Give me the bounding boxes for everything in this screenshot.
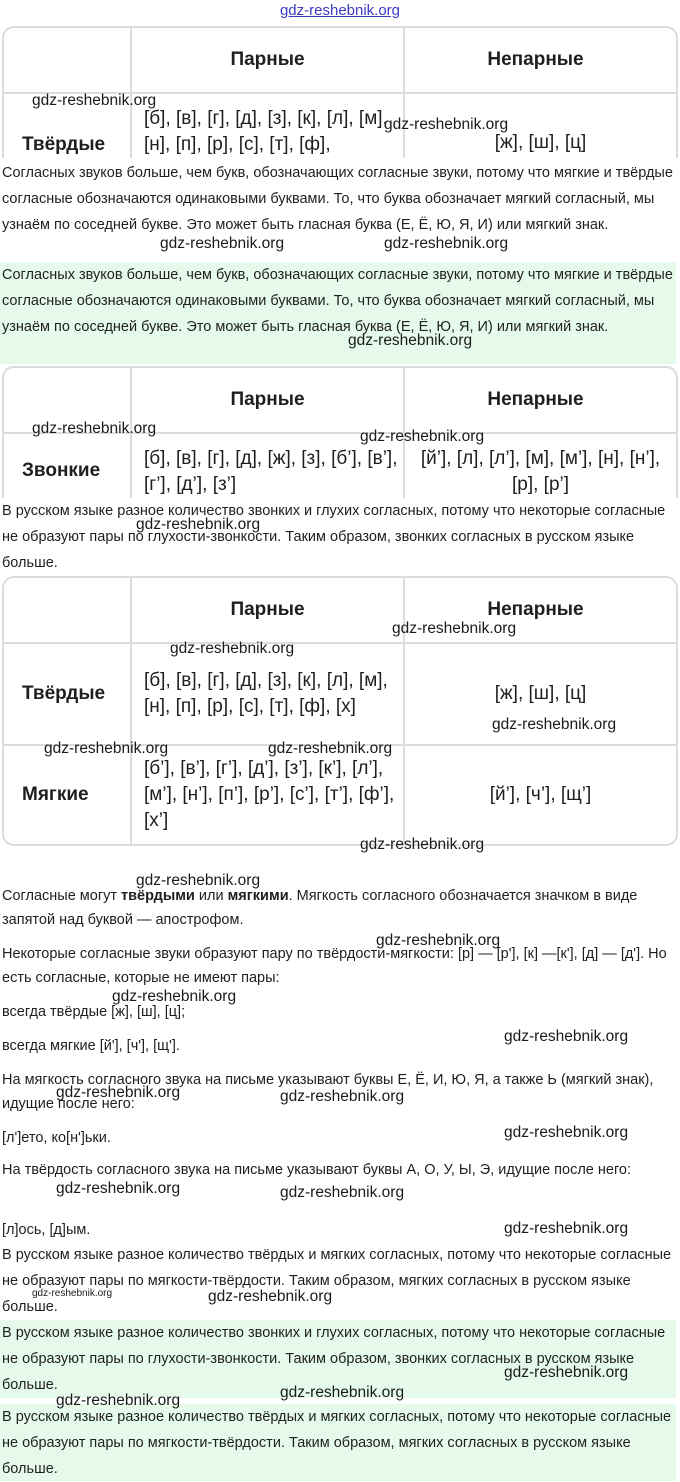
watermark: gdz-reshebnik.org [136,872,261,889]
watermark: gdz-reshebnik.org [170,640,295,657]
watermark: gdz-reshebnik.org [32,92,157,109]
answer-paragraph: Согласных звуков больше, чем букв, обозначающих согласные звуки, потому что мягкие и твёрдые согласные обозначаются одинаковыми буквами. То, что буква обозначает мягкий согласный, мы узнаём по соседней букве. Это может быть гласная буква (Е, Ё, Ю, Я, И) или мягкий знак. [2,165,673,233]
table-row [4,432,676,498]
watermark: gdz-reshebnik.org [160,235,285,252]
watermark: gdz-reshebnik.org [376,932,501,949]
header-unpaired: Непарные [487,599,584,620]
watermark: gdz-reshebnik.org [136,516,261,533]
watermark: gdz-reshebnik.org [504,1220,629,1237]
watermark: gdz-reshebnik.org [360,428,485,445]
answer-paragraph: В русском языке разное количество твёрдых и мягких согласных, потому что некоторые согласные не образуют пары по мягкости-твёрдости. Таким образом, мягких согласных в русском языке больше. [2,1247,672,1315]
answer-paragraph-highlighted: Согласных звуков больше, чем букв, обозначающих согласные звуки, потому что мягкие и твёрдые согласные обозначаются одинаковыми буквами. То, что буква обозначает мягкий согласный, мы узнаём по соседней букве. Это может быть гласная буква (Е, Ё, Ю, Я, И) или мягкий знак. [0,262,676,364]
watermark: gdz-reshebnik.org [56,1392,181,1409]
unpaired-cell: [ж], [ш], [ц] [494,683,587,704]
text-fragment: или [194,888,228,904]
text-fragment: Согласные могут [2,888,122,904]
table-header-row [4,578,676,642]
watermark: gdz-reshebnik.org [208,1288,333,1305]
theory-paragraph: [л']ето, ко[н']ьки. [2,1130,111,1146]
theory-paragraph: На мягкость согласного звука на письме указывают буквы Е, Ё, И, Ю, Я, а также Ь (мягкий знак), идущие после него: [2,1072,654,1112]
answer-paragraph: В русском языке разное количество звонких и глухих согласных, потому что некоторые согласные не образуют пары по глухости-звонкости. Таким образом, звонких согласных в русском языке больше. [2,503,666,571]
header-paired: Парные [132,28,405,92]
unpaired-cell: [й’], [л], [л’], [м], [м’], [н], [н’], [р], [р’] [420,448,661,495]
watermark: gdz-reshebnik.org [392,620,517,637]
consonant-table-voiced [2,366,678,498]
watermark: gdz-reshebnik.org [56,1180,181,1197]
table-row [4,744,676,844]
answer-paragraph-highlighted: В русском языке разное количество твёрдых и мягких согласных, потому что некоторые согласные не образуют пары по мягкости-твёрдости. Таким образом, мягких согласных в русском языке больше. [0,1404,676,1481]
header-paired: Парные [132,578,405,642]
paired-cell: [б’], [в’], [г’], [д’], [з’], [к’], [л’], [м’], [н’], [п’], [р’], [с’], [т’], [ф’], [х’] [132,746,405,844]
table-row [4,642,676,744]
consonant-table-hard [2,26,678,158]
theory-paragraph: [л]ось, [д]ым. [2,1222,91,1238]
table-header-row [4,368,676,432]
watermark: gdz-reshebnik.org [268,740,393,757]
row-label: Твёрдые [4,644,132,744]
theory-paragraph: На твёрдость согласного звука на письме указывают буквы А, О, У, Ы, Э, идущие после него: [2,1162,632,1178]
watermark: gdz-reshebnik.org [348,332,473,349]
watermark: gdz-reshebnik.org [384,235,509,252]
site-link[interactable]: gdz-reshebnik.org [279,2,401,19]
watermark: gdz-reshebnik.org [504,1124,629,1141]
row-label: Твёрдые [4,94,132,158]
watermark: gdz-reshebnik.org [44,740,169,757]
theory-paragraph [0,884,676,932]
text-fragment: . Мягкость согласного обозначается значком в виде запятой над буквой — апострофом. [2,888,638,928]
unpaired-cell: [ж], [ш], [ц] [494,132,587,153]
header-unpaired: Непарные [487,389,584,410]
watermark: gdz-reshebnik.org [112,988,237,1005]
site-header [0,0,680,24]
paired-cell: [б], [в], [г], [д], [ж], [з], [б’], [в’], [г’], [д’], [з’] [132,434,405,498]
paired-cell: [б], [в], [г], [д], [з], [к], [л], [м], [н], [п], [р], [с], [т], [ф], [х] [132,644,405,744]
watermark: gdz-reshebnik.org [504,1364,629,1381]
watermark: gdz-reshebnik.org [32,1288,113,1299]
bold-term: твёрдыми [121,888,195,904]
watermark: gdz-reshebnik.org [504,1028,629,1045]
table-header-row [4,28,676,92]
table-row [4,92,676,158]
theory-paragraph: всегда твёрдые [ж], [ш], [ц]; [2,1004,186,1020]
row-label: Звонкие [4,434,132,498]
unpaired-cell: [й’], [ч’], [щ’] [489,784,592,805]
row-label: Мягкие [4,746,132,844]
table-corner-cell [4,578,132,642]
watermark: gdz-reshebnik.org [32,420,157,437]
watermark: gdz-reshebnik.org [280,1184,405,1201]
watermark: gdz-reshebnik.org [492,716,617,733]
watermark: gdz-reshebnik.org [384,116,509,133]
answer-paragraph-highlighted: В русском языке разное количество звонких и глухих согласных, потому что некоторые согласные не образуют пары по глухости-звонкости. Таким образом, звонких согласных в русском языке больше. [0,1320,676,1398]
table-corner-cell [4,28,132,92]
theory-paragraph: Некоторые согласные звуки образуют пару по твёрдости-мягкости: [р] — [р'], [к] —[к'], [д] — [д']. Но есть согласные, которые не имеют пары: [2,946,667,986]
bold-term: мягкими [227,888,289,904]
watermark: gdz-reshebnik.org [56,1084,181,1101]
header-paired: Парные [132,368,405,432]
watermark: gdz-reshebnik.org [360,836,485,853]
consonant-table-hard-soft [2,576,678,846]
watermark: gdz-reshebnik.org [280,1384,405,1401]
header-unpaired: Непарные [487,49,584,70]
watermark: gdz-reshebnik.org [280,1088,405,1105]
theory-paragraph: всегда мягкие [й'], [ч'], [щ']. [2,1038,180,1054]
paired-cell: [б], [в], [г], [д], [з], [к], [л], [м], [н], [п], [р], [с], [т], [ф], [132,94,405,158]
table-corner-cell [4,368,132,432]
